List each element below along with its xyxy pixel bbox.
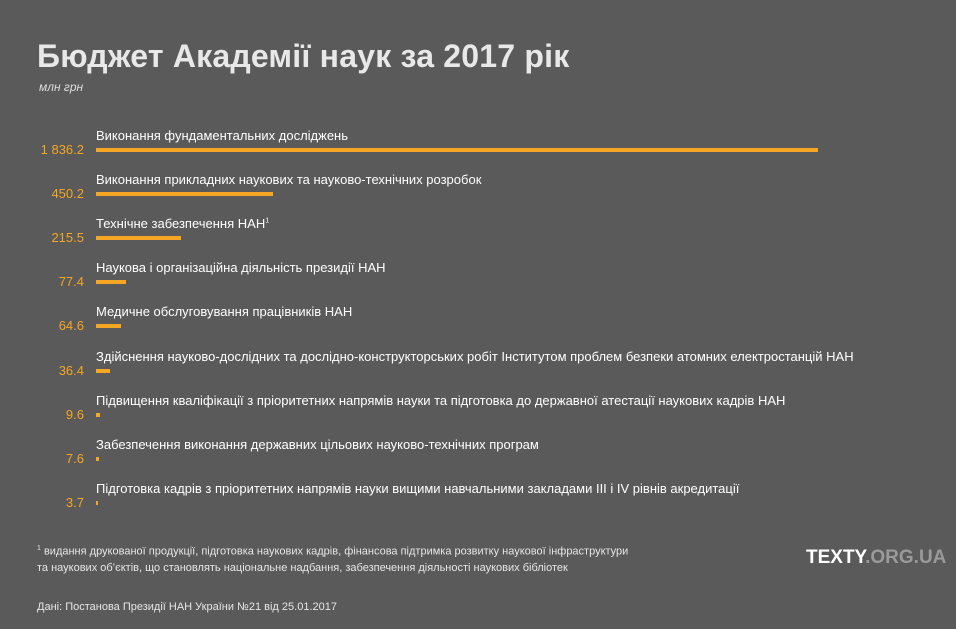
bar-category-label (96, 172, 481, 187)
bar-row (0, 260, 956, 304)
bar-category-text: Забезпечення виконання державних цільових науково-технічних програм (96, 436, 539, 452)
unit-label: млн грн (39, 80, 84, 94)
bar-category-text: Підготовка кадрів з пріоритетних напрямів науки вищими навчальними закладами ІІІ і IV рівнів акредитації (96, 480, 740, 496)
bar-row (0, 216, 956, 260)
footnote-line-1: видання друкованої продукції, підготовка наукових кадрів, фінансова підтримка розвитку наукової інфраструктури (40, 545, 629, 558)
bar-category-text: Підвищення кваліфікації з пріоритетних напрямів науки та підготовка до державної атестації наукових кадрів НАН (96, 392, 786, 408)
bar-value-label: 9.6 (65, 406, 84, 422)
bar-category-label (96, 304, 352, 319)
bar-category-label (96, 128, 348, 143)
bar-category-label (96, 260, 386, 275)
bar (96, 192, 273, 196)
bar-category-label (96, 393, 785, 408)
bar-category-label (96, 437, 539, 452)
bar-row (0, 349, 956, 393)
footnote-marker: 1 (37, 545, 41, 552)
footnote (37, 541, 737, 576)
source-note: Дані: Постанова Президії НАН України №21 від 25.01.2017 (37, 601, 337, 613)
bar-row (0, 128, 956, 172)
bar-value-label: 77.4 (58, 274, 84, 290)
bar-row (0, 304, 956, 348)
bar-row (0, 481, 956, 525)
bar-category-text: Виконання прикладних наукових та науково-технічних розробок (96, 172, 482, 188)
bar-row (0, 393, 956, 437)
bar-category-text: Здійснення науково-дослідних та дослідно-конструкторських робіт Інститутом проблем безпеки атомних електростанцій НАН (96, 348, 854, 364)
bar-value-label: 215.5 (51, 230, 84, 246)
texty-logo[interactable] (806, 547, 946, 569)
bar-category-label (96, 481, 739, 496)
bar (96, 369, 110, 373)
bar-row (0, 172, 956, 216)
bar-value-label: 7.6 (65, 450, 84, 466)
bar-category-label (96, 349, 854, 364)
chart-title: Бюджет Академії наук за 2017 рік (37, 38, 570, 74)
bar-row (0, 437, 956, 481)
bar-value-label: 64.6 (58, 318, 84, 334)
footnote-line-2: та наукових об’єктів, що становлять національне надбання, забезпечення діяльності наукових бібліотек (37, 561, 568, 574)
bar (96, 280, 126, 284)
bar-value-label: 1 836.2 (40, 142, 84, 157)
bar-category-label (96, 216, 269, 231)
bar (96, 457, 99, 461)
bar (96, 413, 100, 417)
bar (96, 501, 98, 505)
bar-category-text: Виконання фундаментальних досліджень (96, 128, 349, 143)
logo-part-2: .ORG.UA (865, 547, 947, 568)
bar-category-text: Медичне обслуговування працівників НАН (96, 304, 353, 320)
bar-category-text: Наукова і організаційна діяльність президії НАН (96, 260, 386, 276)
bar-value-label: 450.2 (51, 186, 84, 202)
bar-category-text: Технічне забезпечення НАН (96, 216, 266, 232)
logo-part-1: TEXTY (806, 547, 866, 568)
bar-value-label: 36.4 (58, 362, 84, 378)
footnote-ref: 1 (265, 217, 270, 225)
bar (96, 324, 121, 328)
bar (96, 236, 181, 240)
bar (96, 148, 818, 152)
bar-value-label: 3.7 (65, 494, 84, 510)
